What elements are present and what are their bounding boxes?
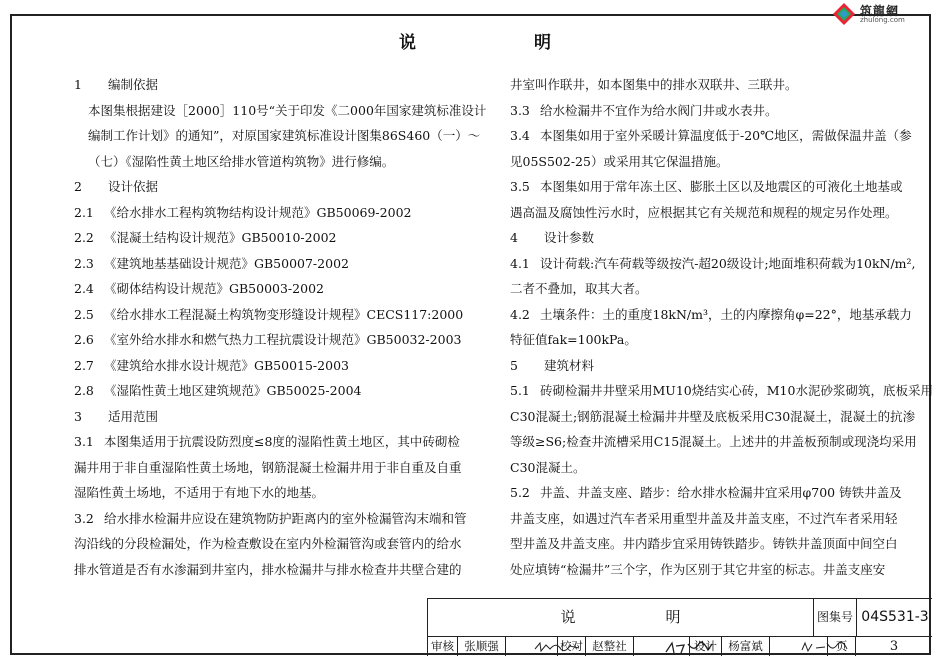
title-block-title: 说明 bbox=[428, 599, 814, 636]
item-number: 3 bbox=[74, 408, 82, 424]
text-line bbox=[510, 174, 903, 200]
line-text: 排水管道是否有水渗漏到井室内，排水检漏井与排水检查井共壁合建的 bbox=[74, 561, 462, 577]
line-text: 土壤条件：土的重度18kN/m³，土的内摩擦角φ=22°，地基承载力 bbox=[540, 306, 912, 322]
title-block-top-row bbox=[428, 599, 932, 637]
item-number: 5.1 bbox=[510, 383, 530, 398]
text-line bbox=[74, 557, 462, 583]
text-line bbox=[510, 200, 898, 226]
line-text: 给水排水检漏井应设在建筑物防护距离内的室外检漏管沟末端和管 bbox=[104, 510, 467, 526]
text-line bbox=[74, 276, 444, 302]
checker-name: 赵整社 bbox=[586, 637, 634, 656]
section-heading bbox=[510, 225, 890, 251]
line-text: 井盖、井盖支座、踏步：给水排水检漏井宜采用φ700 铸铁井盖及 bbox=[540, 485, 902, 500]
text-line bbox=[74, 98, 487, 124]
text-line bbox=[74, 302, 464, 328]
line-text: 《湿陷性黄土地区建筑规范》GB50025-2004 bbox=[104, 383, 362, 398]
title-block-sign-row bbox=[428, 637, 932, 656]
line-text: 本图集如用于室外采暖计算温度低于-20℃地区，需做保温井盖（参 bbox=[540, 128, 912, 143]
line-text: 给水检漏井不宜作为给水阀门井或水表井。 bbox=[540, 102, 778, 118]
text-line bbox=[74, 200, 444, 226]
line-text: 本图集适用于抗震设防烈度≤8度的湿陷性黄土地区，其中砖砌检 bbox=[104, 434, 460, 449]
line-text: 《给水排水工程构筑物结构设计规范》GB50069-2002 bbox=[104, 204, 412, 220]
title-block bbox=[427, 598, 932, 656]
page-title: 说明 bbox=[399, 33, 669, 53]
item-number: 3.2 bbox=[74, 510, 94, 526]
line-text: 本图集如用于常年冻土区、膨胀土区以及地震区的可液化土地基或 bbox=[540, 179, 903, 194]
line-text: 编制依据 bbox=[108, 77, 159, 92]
text-line bbox=[74, 225, 444, 251]
zhulong-logo bbox=[832, 0, 942, 28]
line-text: 本图集根据建设［2000］110号“关于印发《二000年国家建筑标准设计 bbox=[88, 102, 487, 118]
designer-name: 杨富斌 bbox=[722, 637, 770, 656]
item-number: 2.4 bbox=[74, 281, 94, 296]
item-number: 2.7 bbox=[74, 357, 94, 373]
section-heading bbox=[74, 174, 444, 200]
text-line bbox=[510, 123, 912, 149]
right-column bbox=[510, 72, 933, 582]
line-text: 《建筑地基基础设计规范》GB50007-2002 bbox=[104, 255, 349, 271]
line-text: 《室外给水排水和燃气热力工程抗震设计规范》GB50032-2003 bbox=[104, 332, 462, 347]
line-text: 漏井用于非自重湿陷性黄土场地，钢筋混凝土检漏井用于非自重及自重 bbox=[74, 459, 462, 475]
text-line bbox=[74, 251, 444, 277]
line-text: 编制工作计划》的通知”，对原国家建筑标准设计图集86S460（一）～ bbox=[88, 128, 481, 143]
text-line bbox=[74, 480, 444, 506]
item-number: 2.8 bbox=[74, 383, 94, 398]
line-text: 《建筑给水排水设计规范》GB50015-2003 bbox=[104, 357, 349, 373]
item-number: 3.3 bbox=[510, 102, 530, 118]
left-column bbox=[74, 72, 487, 582]
text-line bbox=[510, 404, 916, 430]
item-number: 5.2 bbox=[510, 485, 530, 500]
text-line bbox=[74, 429, 460, 455]
design-label: 设计 bbox=[690, 637, 722, 656]
text-line bbox=[510, 455, 890, 481]
line-text: 处应填铸“检漏井”三个字，作为区别于其它井室的标志。井盖支座安 bbox=[510, 561, 886, 577]
text-line bbox=[74, 353, 444, 379]
item-number: 2 bbox=[74, 179, 82, 194]
line-text: 井盖支座，如遇过汽车者采用重型井盖及井盖支座，不过汽车者采用轻 bbox=[510, 510, 898, 526]
line-text: （七）《湿陷性黄土地区给排水管道构筑物》进行修编。 bbox=[88, 153, 395, 169]
checker-signature bbox=[634, 637, 690, 656]
item-number: 4.1 bbox=[510, 255, 530, 271]
text-line bbox=[74, 123, 481, 149]
text-line bbox=[510, 327, 890, 353]
page-label: 页 bbox=[828, 637, 856, 656]
item-number: 3.5 bbox=[510, 179, 530, 194]
line-text: 设计荷载:汽车荷载等级按汽-超20级设计;地面堆积荷载为10kN/m², bbox=[540, 255, 916, 271]
text-line bbox=[510, 531, 898, 557]
text-line bbox=[74, 506, 467, 532]
section-heading bbox=[74, 72, 444, 98]
item-number: 4.2 bbox=[510, 306, 530, 322]
text-line bbox=[74, 149, 444, 175]
text-line bbox=[510, 149, 890, 175]
item-number: 2.5 bbox=[74, 306, 94, 322]
text-line bbox=[510, 98, 890, 124]
section-heading bbox=[74, 404, 444, 430]
line-text: 井室叫作联井，如本图集中的排水双联井、三联井。 bbox=[510, 77, 798, 92]
item-number: 2.3 bbox=[74, 255, 94, 271]
line-text: 特征值fak=100kPa。 bbox=[510, 332, 637, 347]
page-number: 3 bbox=[889, 639, 899, 654]
item-number: 1 bbox=[74, 77, 82, 92]
line-text: C30混凝土。 bbox=[510, 459, 586, 475]
line-text: 《混凝土结构设计规范》GB50010-2002 bbox=[104, 230, 337, 245]
line-text: 砖砌检漏井井壁采用MU10烧结实心砖，M10水泥砂浆砌筑，底板采用 bbox=[540, 383, 933, 398]
text-line bbox=[510, 429, 917, 455]
item-number: 2.1 bbox=[74, 204, 94, 220]
line-text: 设计依据 bbox=[108, 179, 159, 194]
review-label: 审核 bbox=[428, 637, 458, 656]
item-number: 2.2 bbox=[74, 230, 94, 245]
line-text: 湿陷性黄土场地，不适用于有地下水的地基。 bbox=[74, 485, 325, 500]
text-line bbox=[74, 531, 462, 557]
line-text: 《砌体结构设计规范》GB50003-2002 bbox=[104, 281, 324, 296]
text-line bbox=[510, 378, 933, 404]
line-text: 型井盖及井盖支座。井内踏步宜采用铸铁踏步。铸铁井盖顶面中间空白 bbox=[510, 536, 898, 551]
line-text: C30混凝土;钢筋混凝土检漏井井壁及底板采用C30混凝土，混凝土的抗渗 bbox=[510, 408, 916, 424]
line-text: 二者不叠加，取其大者。 bbox=[510, 281, 648, 296]
line-text: 适用范围 bbox=[108, 408, 159, 424]
text-line bbox=[510, 557, 890, 583]
check-label: 校对 bbox=[558, 637, 586, 656]
text-line bbox=[74, 455, 462, 481]
section-heading bbox=[510, 353, 890, 379]
item-number: 3.4 bbox=[510, 128, 530, 143]
text-line bbox=[510, 251, 916, 277]
text-line bbox=[74, 378, 444, 404]
logo-text: 筑龍網 bbox=[860, 4, 900, 18]
line-text: 见05S502-25）或采用其它保温措施。 bbox=[510, 153, 729, 169]
text-line bbox=[510, 276, 890, 302]
line-text: 设计参数 bbox=[544, 230, 595, 245]
reviewer-signature bbox=[506, 637, 558, 656]
item-number: 2.6 bbox=[74, 332, 94, 347]
text-line bbox=[510, 480, 902, 506]
text-line bbox=[510, 302, 912, 328]
reviewer-name: 张顺强 bbox=[458, 637, 506, 656]
text-line bbox=[510, 506, 898, 532]
item-number: 4 bbox=[510, 230, 518, 245]
logo-emblem-icon bbox=[832, 2, 856, 26]
line-text: 建筑材料 bbox=[544, 357, 595, 373]
line-text: 等级≥S6;检查井流槽采用C15混凝土。上述井的井盖板预制或现浇均采用 bbox=[510, 434, 917, 449]
item-number: 5 bbox=[510, 357, 518, 373]
designer-signature bbox=[770, 637, 828, 656]
line-text: 沟沿线的分段检漏处，作为检查敷设在室内外检漏管沟或套管内的给水 bbox=[74, 536, 462, 551]
text-line bbox=[510, 72, 890, 98]
atlas-number-label: 图集号 bbox=[814, 599, 857, 636]
item-number: 3.1 bbox=[74, 434, 94, 449]
line-text: 《给水排水工程混凝土构筑物变形缝设计规程》CECS117:2000 bbox=[104, 306, 464, 322]
logo-url: zhulong.com bbox=[860, 16, 905, 24]
text-line bbox=[74, 327, 462, 353]
line-text: 遇高温及腐蚀性污水时，应根据其它有关规范和规程的规定另作处理。 bbox=[510, 204, 898, 220]
atlas-number: 04S531-3 bbox=[861, 609, 929, 625]
